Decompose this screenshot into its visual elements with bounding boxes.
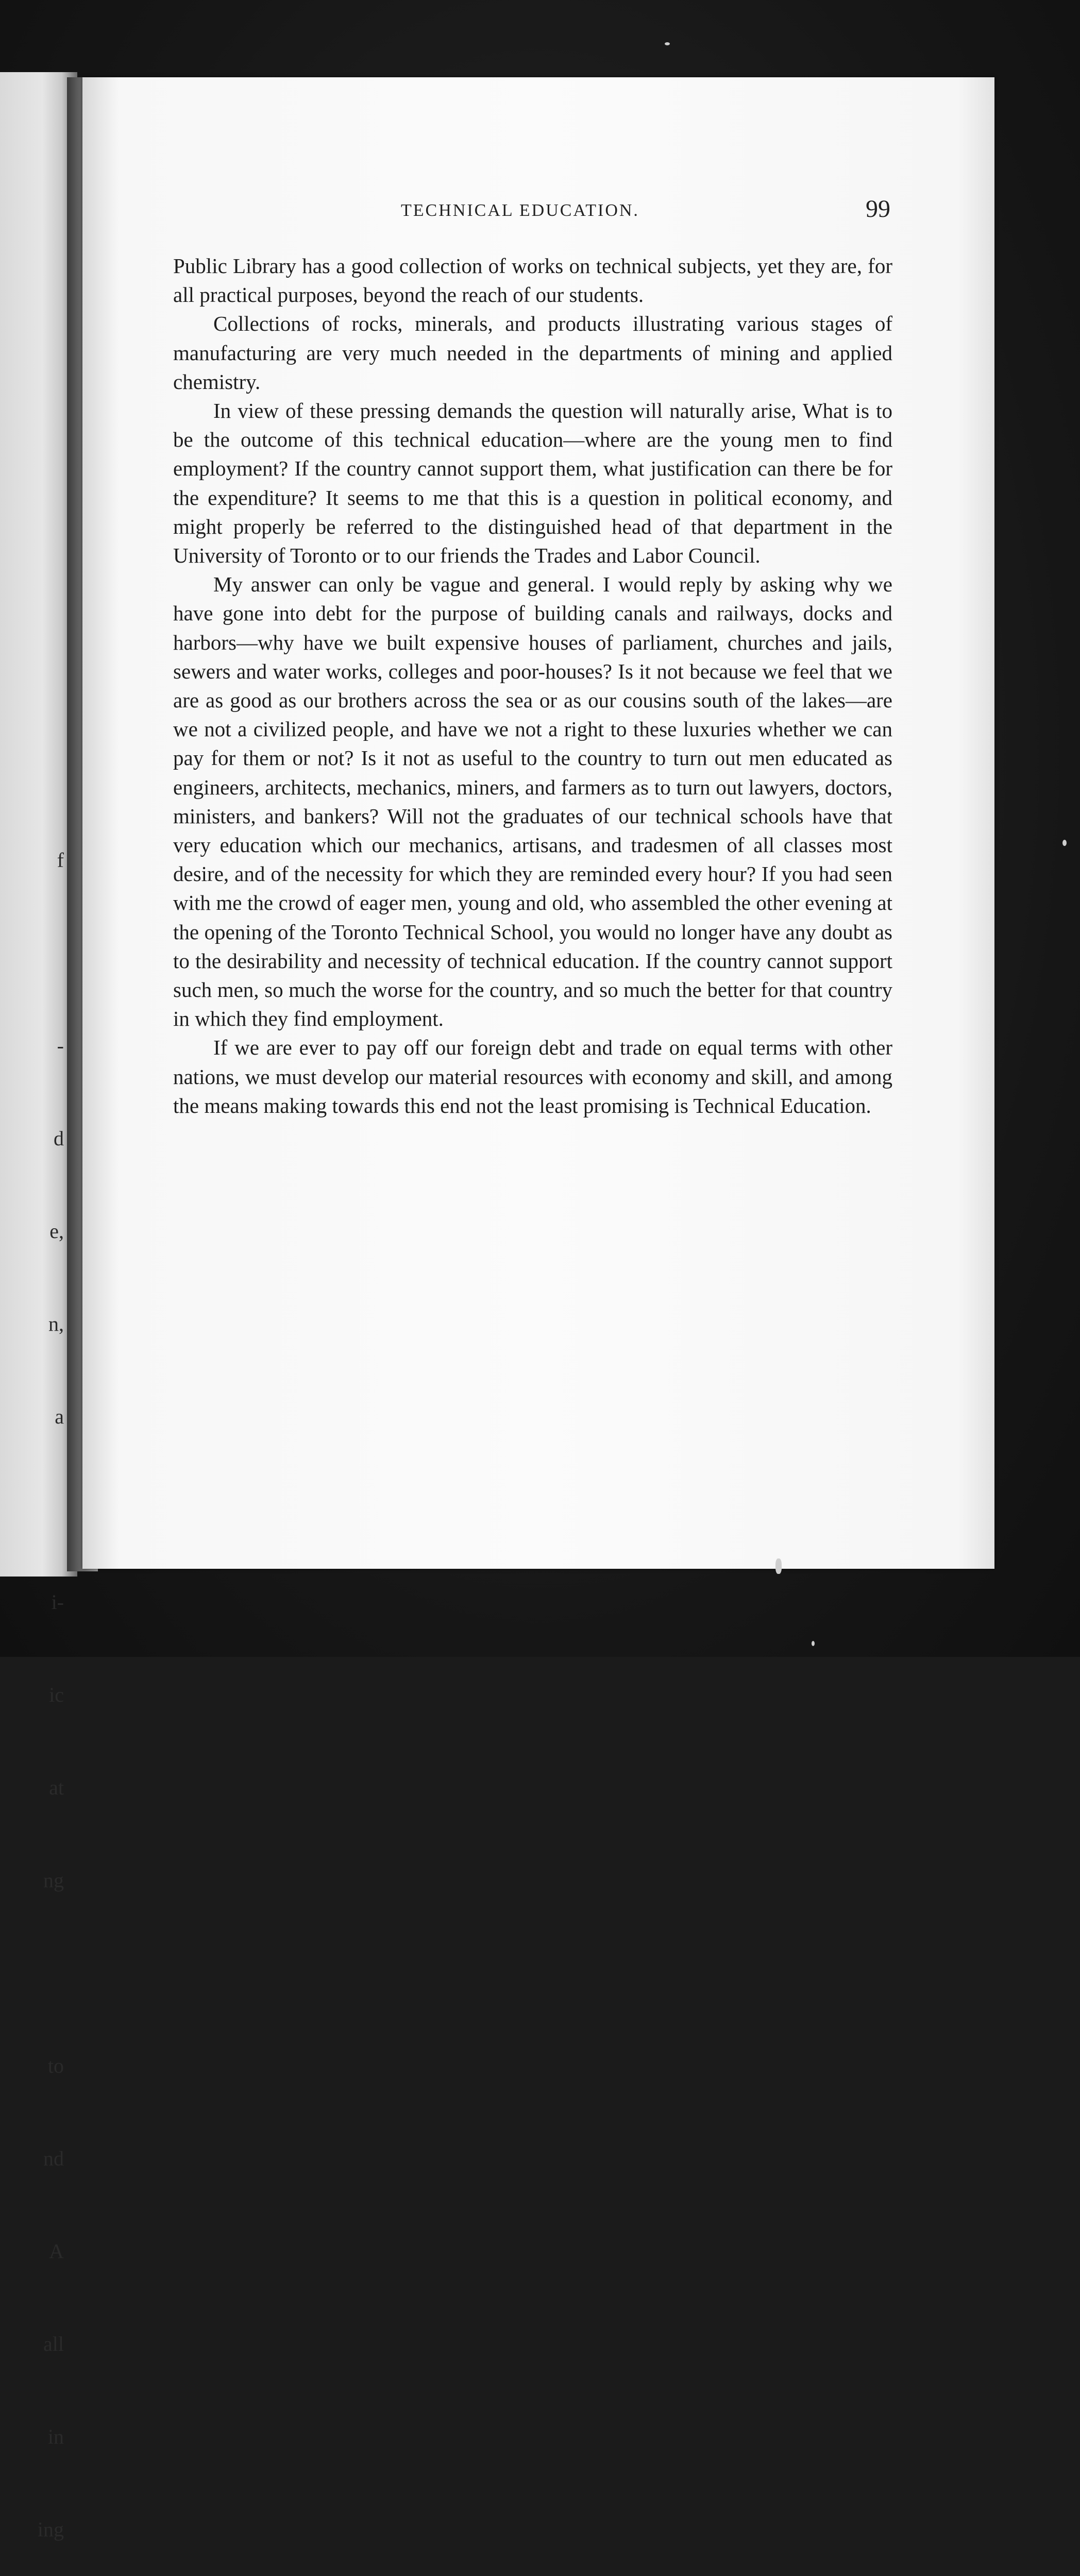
facing-fragment [38, 938, 64, 969]
facing-fragment: - [57, 1034, 64, 1057]
facing-fragment: d [54, 1127, 64, 1150]
paragraph: My answer can only be vague and general. I would reply by asking why we have gone into debt for the purpose of building canals and railways, docks and harbors—why have we built expensive houses of parliament, churches and jails, sewers and water works, colleges and poor-houses? Is it not because we feel that we are as good as our brothers across the sea or as our cousins south of the lakes—are we not a civilized people, and have we not a right to these luxuries whether we can pay for them or not? Is it not as useful to the country to turn out men educated as engineers, architects, mechanics, miners, and farmers as to turn out lawyers, doctors, ministers, and bankers? Will not the graduates of our technical schools have that very education which our mechanics, artisans, and tradesmen of all classes most desire, and of the necessity for which they are reminded every hour? If you had seen with me the crowd of eager men, young and old, who assembled the other evening at the opening of the Toronto Technical School, you would no longer have any doubt as to the desirability and necessity of technical education. If the country cannot support such men, so much the worse for the country, and so much the better for that country in which they find employment. [173, 572, 892, 1031]
body-text [173, 251, 892, 1120]
facing-fragment: ng [43, 1869, 64, 1892]
paragraph: If we are ever to pay off our foreign debt and trade on equal terms with other nations, we must develop our material resources with economy and skill, and among the means making towards this end not the least promising is Technical Education. [173, 1036, 892, 1117]
facing-fragment: all [43, 2332, 64, 2355]
dust-speck [1062, 840, 1067, 846]
facing-fragment: f [57, 849, 64, 872]
facing-fragment [38, 1958, 64, 1989]
dust-speck [775, 1558, 782, 1574]
dust-speck [665, 42, 670, 45]
facing-fragment: to [47, 2054, 64, 2077]
running-head: TECHNICAL EDUCATION. [401, 201, 639, 220]
facing-fragment: ing [37, 2518, 64, 2541]
paragraph: Collections of rocks, minerals, and products illustrating various stages of manufacturing are very much needed in the departments of mining and applied chemistry. [173, 312, 892, 394]
facing-fragment: A [49, 2240, 64, 2263]
facing-fragment: e, [49, 1219, 64, 1243]
facing-fragment: in [47, 2425, 64, 2448]
facing-fragment: at [49, 1776, 64, 1799]
dust-speck [812, 1641, 815, 1646]
facing-fragment: a [55, 1405, 64, 1428]
facing-fragment: i- [51, 1590, 64, 1614]
facing-fragment: nd [43, 2147, 64, 2170]
book-page [82, 77, 994, 1569]
paragraph: In view of these pressing demands the question will naturally arise, What is to be the outcome of this technical education—where are the young men to find employment? If the country cannot support them, what justification can there be for the expenditure? It seems to me that this is a question in political economy, and might properly be referred to the distinguished head of that department in the University of Toronto or to our friends the Trades and Labor Council. [173, 399, 892, 568]
facing-page-fragments [38, 783, 64, 2576]
facing-fragment: ic [49, 1683, 64, 1706]
facing-page-edge [0, 72, 77, 2541]
page-number: 99 [866, 195, 890, 223]
facing-fragment [38, 1494, 64, 1525]
facing-fragment: n, [48, 1312, 64, 1335]
paragraph: Public Library has a good collection of works on technical subjects, yet they are, for all practical purposes, beyond the reach of our students. [173, 254, 892, 307]
